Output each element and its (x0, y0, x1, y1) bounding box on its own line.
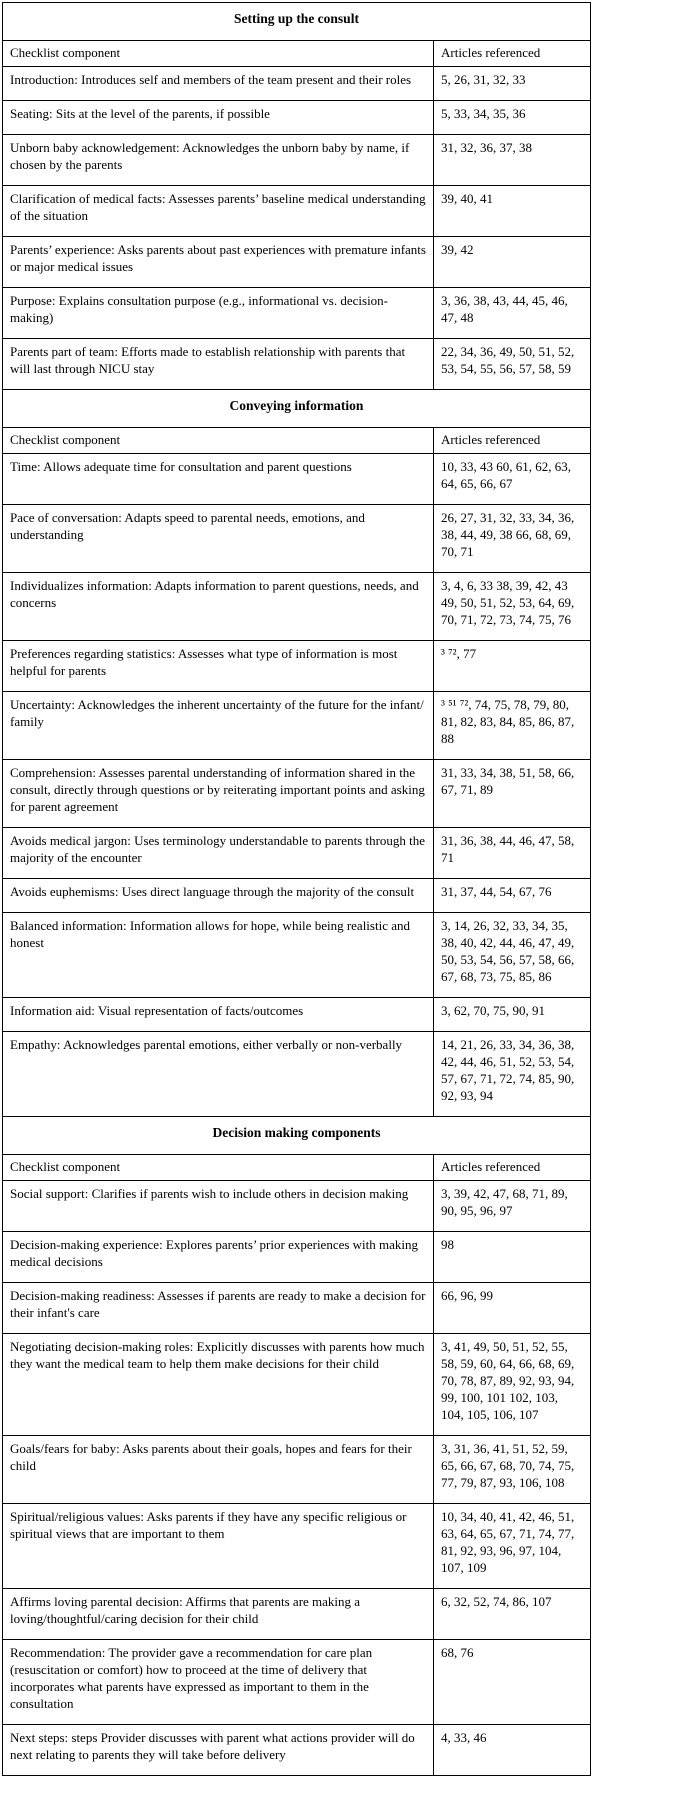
checklist-row (3, 573, 591, 641)
section-title: Decision making components (3, 1117, 591, 1155)
checklist-row (3, 454, 591, 505)
component-cell: Comprehension: Assesses parental understanding of information shared in the consult, directly through questions or by reiterating important points and asking for parent agreement (3, 760, 434, 828)
component-cell: Balanced information: Information allows for hope, while being realistic and honest (3, 913, 434, 998)
component-cell: Affirms loving parental decision: Affirms that parents are making a loving/thoughtful/caring decision for their child (3, 1589, 434, 1640)
articles-cell: 22, 34, 36, 49, 50, 51, 52, 53, 54, 55, 56, 57, 58, 59 (434, 339, 591, 390)
component-cell: Avoids euphemisms: Uses direct language through the majority of the consult (3, 879, 434, 913)
checklist-row (3, 1181, 591, 1232)
component-cell: Next steps: steps Provider discusses with parent what actions provider will do next relating to parents they will take before delivery (3, 1725, 434, 1776)
column-header-articles: Articles referenced (434, 41, 591, 67)
articles-cell: ³ ⁵¹ ⁷², 74, 75, 78, 79, 80, 81, 82, 83, 84, 85, 86, 87, 88 (434, 692, 591, 760)
checklist-row (3, 186, 591, 237)
articles-cell: 3, 41, 49, 50, 51, 52, 55, 58, 59, 60, 64, 66, 68, 69, 70, 78, 87, 89, 92, 93, 94, 99, 100, 101 102, 103, 104, 105, 106, 107 (434, 1334, 591, 1436)
component-cell: Purpose: Explains consultation purpose (e.g., informational vs. decision-making) (3, 288, 434, 339)
articles-cell: 3, 31, 36, 41, 51, 52, 59, 65, 66, 67, 68, 70, 74, 75, 77, 79, 87, 93, 106, 108 (434, 1436, 591, 1504)
checklist-row (3, 1504, 591, 1589)
articles-cell: 98 (434, 1232, 591, 1283)
column-header-component: Checklist component (3, 1155, 434, 1181)
articles-cell: 31, 32, 36, 37, 38 (434, 135, 591, 186)
component-cell: Clarification of medical facts: Assesses parents’ baseline medical understanding of the situation (3, 186, 434, 237)
checklist-table (2, 2, 591, 1776)
component-cell: Seating: Sits at the level of the parents, if possible (3, 101, 434, 135)
checklist-row (3, 1725, 591, 1776)
checklist-row (3, 1436, 591, 1504)
checklist-row (3, 692, 591, 760)
component-cell: Preferences regarding statistics: Assesses what type of information is most helpful for parents (3, 641, 434, 692)
checklist-row (3, 288, 591, 339)
checklist-row (3, 879, 591, 913)
section-title: Conveying information (3, 390, 591, 428)
checklist-row (3, 1232, 591, 1283)
checklist-row (3, 1032, 591, 1117)
checklist-row (3, 1283, 591, 1334)
section-title-row (3, 3, 591, 41)
articles-cell: 4, 33, 46 (434, 1725, 591, 1776)
articles-cell: 6, 32, 52, 74, 86, 107 (434, 1589, 591, 1640)
checklist-row (3, 913, 591, 998)
articles-cell: 3, 36, 38, 43, 44, 45, 46, 47, 48 (434, 288, 591, 339)
articles-cell: 3, 39, 42, 47, 68, 71, 89, 90, 95, 96, 97 (434, 1181, 591, 1232)
articles-cell: ³ ⁷², 77 (434, 641, 591, 692)
checklist-row (3, 828, 591, 879)
articles-cell: 14, 21, 26, 33, 34, 36, 38, 42, 44, 46, 51, 52, 53, 54, 57, 67, 71, 72, 74, 85, 90, 92, 93, 94 (434, 1032, 591, 1117)
column-header-row (3, 1155, 591, 1181)
articles-cell: 39, 42 (434, 237, 591, 288)
component-cell: Spiritual/religious values: Asks parents if they have any specific religious or spiritual views that are important to them (3, 1504, 434, 1589)
column-header-component: Checklist component (3, 41, 434, 67)
checklist-row (3, 1334, 591, 1436)
component-cell: Decision-making readiness: Assesses if parents are ready to make a decision for their infant's care (3, 1283, 434, 1334)
column-header-component: Checklist component (3, 428, 434, 454)
articles-cell: 3, 62, 70, 75, 90, 91 (434, 998, 591, 1032)
component-cell: Introduction: Introduces self and members of the team present and their roles (3, 67, 434, 101)
articles-cell: 31, 33, 34, 38, 51, 58, 66, 67, 71, 89 (434, 760, 591, 828)
section-title-row (3, 390, 591, 428)
section-title-row (3, 1117, 591, 1155)
column-header-row (3, 428, 591, 454)
articles-cell: 39, 40, 41 (434, 186, 591, 237)
checklist-row (3, 505, 591, 573)
component-cell: Time: Allows adequate time for consultation and parent questions (3, 454, 434, 505)
articles-cell: 3, 14, 26, 32, 33, 34, 35, 38, 40, 42, 44, 46, 47, 49, 50, 53, 54, 56, 57, 58, 66, 67, 68, 73, 75, 85, 86 (434, 913, 591, 998)
component-cell: Information aid: Visual representation of facts/outcomes (3, 998, 434, 1032)
checklist-row (3, 641, 591, 692)
checklist-row (3, 101, 591, 135)
column-header-articles: Articles referenced (434, 1155, 591, 1181)
component-cell: Negotiating decision-making roles: Explicitly discusses with parents how much they want the medical team to help them make decisions for their child (3, 1334, 434, 1436)
component-cell: Goals/fears for baby: Asks parents about their goals, hopes and fears for their child (3, 1436, 434, 1504)
articles-cell: 5, 33, 34, 35, 36 (434, 101, 591, 135)
checklist-row (3, 1640, 591, 1725)
articles-cell: 5, 26, 31, 32, 33 (434, 67, 591, 101)
component-cell: Recommendation: The provider gave a recommendation for care plan (resuscitation or comfort) how to proceed at the time of delivery that incorporates what parents have expressed as important to them in the consultation (3, 1640, 434, 1725)
checklist-row (3, 1589, 591, 1640)
column-header-articles: Articles referenced (434, 428, 591, 454)
component-cell: Parents part of team: Efforts made to establish relationship with parents that will last through NICU stay (3, 339, 434, 390)
column-header-row (3, 41, 591, 67)
articles-cell: 3, 4, 6, 33 38, 39, 42, 43 49, 50, 51, 52, 53, 64, 69, 70, 71, 72, 73, 74, 75, 76 (434, 573, 591, 641)
component-cell: Individualizes information: Adapts information to parent questions, needs, and concerns (3, 573, 434, 641)
checklist-table-body (3, 3, 591, 1776)
checklist-row (3, 135, 591, 186)
section-title: Setting up the consult (3, 3, 591, 41)
component-cell: Uncertainty: Acknowledges the inherent uncertainty of the future for the infant/ family (3, 692, 434, 760)
articles-cell: 66, 96, 99 (434, 1283, 591, 1334)
articles-cell: 26, 27, 31, 32, 33, 34, 36, 38, 44, 49, 38 66, 68, 69, 70, 71 (434, 505, 591, 573)
component-cell: Avoids medical jargon: Uses terminology understandable to parents through the majority of the encounter (3, 828, 434, 879)
checklist-row (3, 339, 591, 390)
articles-cell: 31, 36, 38, 44, 46, 47, 58, 71 (434, 828, 591, 879)
articles-cell: 10, 34, 40, 41, 42, 46, 51, 63, 64, 65, 67, 71, 74, 77, 81, 92, 93, 96, 97, 104, 107, 109 (434, 1504, 591, 1589)
checklist-row (3, 998, 591, 1032)
checklist-row (3, 67, 591, 101)
articles-cell: 10, 33, 43 60, 61, 62, 63, 64, 65, 66, 67 (434, 454, 591, 505)
component-cell: Social support: Clarifies if parents wish to include others in decision making (3, 1181, 434, 1232)
component-cell: Empathy: Acknowledges parental emotions, either verbally or non-verbally (3, 1032, 434, 1117)
component-cell: Pace of conversation: Adapts speed to parental needs, emotions, and understanding (3, 505, 434, 573)
articles-cell: 31, 37, 44, 54, 67, 76 (434, 879, 591, 913)
articles-cell: 68, 76 (434, 1640, 591, 1725)
checklist-row (3, 760, 591, 828)
checklist-row (3, 237, 591, 288)
component-cell: Decision-making experience: Explores parents’ prior experiences with making medical decisions (3, 1232, 434, 1283)
component-cell: Parents’ experience: Asks parents about past experiences with premature infants or major medical issues (3, 237, 434, 288)
component-cell: Unborn baby acknowledgement: Acknowledges the unborn baby by name, if chosen by the parents (3, 135, 434, 186)
